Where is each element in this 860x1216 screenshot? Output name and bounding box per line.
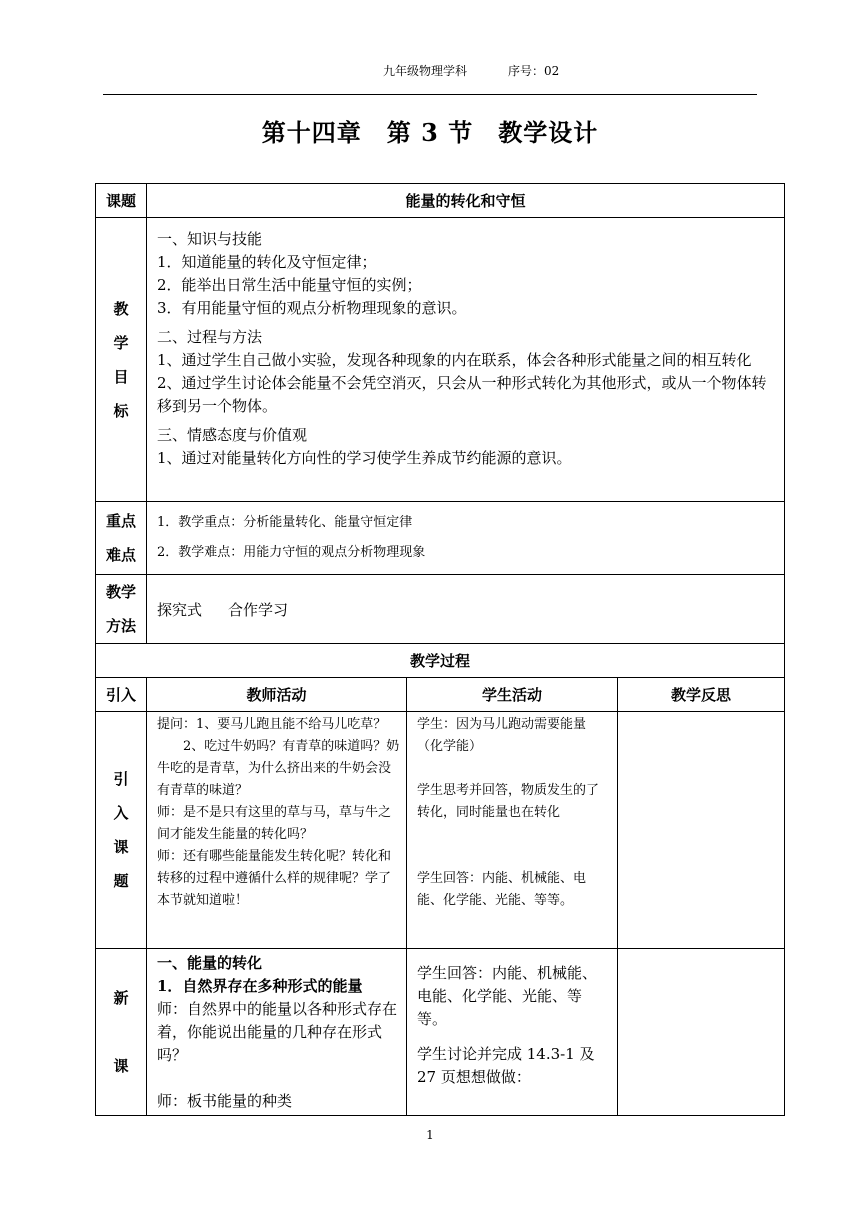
goals-content [147,218,785,502]
difficulty-item: 2．教学难点：用能力守恒的观点分析物理现象 [157,545,426,560]
page-title: 第十四章 第 3 节 教学设计 [261,118,599,147]
process-title: 教学过程 [96,644,785,678]
subsection-heading: 1．自然界存在多种形式的能量 [157,977,363,995]
teacher-line: 师：板书能量的种类 [157,1092,293,1110]
goals-label: 教 学 目 标 [96,218,147,502]
column-header-intro: 引入 [96,678,147,712]
key-points-label: 重点 难点 [96,502,147,575]
intro-row [96,712,785,949]
goals-item: 1．知道能量的转化及守恒定律； [157,253,377,271]
lesson-plan-table [95,183,785,1116]
section-heading: 一、能量的转化 [157,954,263,972]
student-line: 学生：因为马儿跑动需要能量（化学能） [417,717,587,754]
student-line: 学生讨论并完成 14.3-1 及 27 页想想做做： [417,1045,595,1086]
key-points-content [147,502,785,575]
column-header-teacher: 教师活动 [147,678,407,712]
student-line: 学生回答：内能、机械能、电能、化学能、光能、等等。 [417,871,587,908]
key-point-item: 1．教学重点：分析能量转化、能量守恒定律 [157,515,413,530]
student-line: 学生思考并回答，物质发生的了转化，同时能量也在转化 [417,783,600,820]
goals-row [96,218,785,502]
goals-item: 1、通过学生自己做小实验，发现各种现象的内在联系，体会各种形式能量之间的相互转化 [157,351,752,369]
intro-teacher-activity [147,712,407,949]
new-lesson-row [96,949,785,1116]
student-line: 学生回答：内能、机械能、电能、化学能、光能、等等。 [417,964,598,1028]
key-points-row [96,502,785,575]
goals-item: 2．能举出日常生活中能量守恒的实例； [157,276,422,294]
goals-section-title: 一、知识与技能 [157,230,263,248]
new-lesson-student-activity [407,949,618,1116]
intro-label: 引 入 课 题 [96,712,147,949]
intro-student-activity [407,712,618,949]
method-row [96,575,785,644]
header-sequence: 序号：02 [508,64,560,78]
new-lesson-teacher-activity [147,949,407,1116]
page-number: 1 [426,1128,434,1142]
goals-item: 1、通过对能量转化方向性的学习使学生养成节约能源的意识。 [157,449,572,467]
new-lesson-label: 新 课 [96,949,147,1116]
topic-value: 能量的转化和守恒 [147,184,785,218]
goals-item: 3．有用能量守恒的观点分析物理现象的意识。 [157,299,467,317]
method-label: 教学 方法 [96,575,147,644]
teacher-line: 2、吃过牛奶吗？有青草的味道吗？奶牛吃的是青草，为什么挤出来的牛奶会没有青草的味道？ [157,739,400,798]
teacher-line: 师：自然界中的能量以各种形式存在着，你能说出能量的几种存在形式吗？ [157,1000,398,1064]
method-content [147,575,785,644]
column-header-student: 学生活动 [407,678,618,712]
teacher-line: 提问：1、要马儿跑且能不给马儿吃草？ [157,717,387,732]
process-title-row [96,644,785,678]
header-rule [103,94,757,95]
teacher-line: 师：还有哪些能量能发生转化呢？转化和转移的过程中遵循什么样的规律呢？学了本节就知道啦！ [157,849,392,908]
method-value-2: 合作学习 [228,600,289,619]
intro-reflection [618,712,785,949]
new-lesson-reflection [618,949,785,1116]
page-header [0,60,860,80]
topic-label: 课题 [96,184,147,218]
goals-section-title: 二、过程与方法 [157,328,263,346]
topic-row [96,184,785,218]
columns-header-row [96,678,785,712]
teacher-line: 师：是不是只有这里的草与马，草与牛之间才能发生能量的转化吗？ [157,805,392,842]
column-header-reflection: 教学反思 [618,678,785,712]
header-subject: 九年级物理学科 [383,64,468,78]
goals-section-title: 三、情感态度与价值观 [157,426,308,444]
goals-item: 2、通过学生讨论体会能量不会凭空消灭，只会从一种形式转化为其他形式，或从一个物体转移到另一个物体。 [157,374,767,415]
method-value-1: 探究式 [157,600,203,619]
